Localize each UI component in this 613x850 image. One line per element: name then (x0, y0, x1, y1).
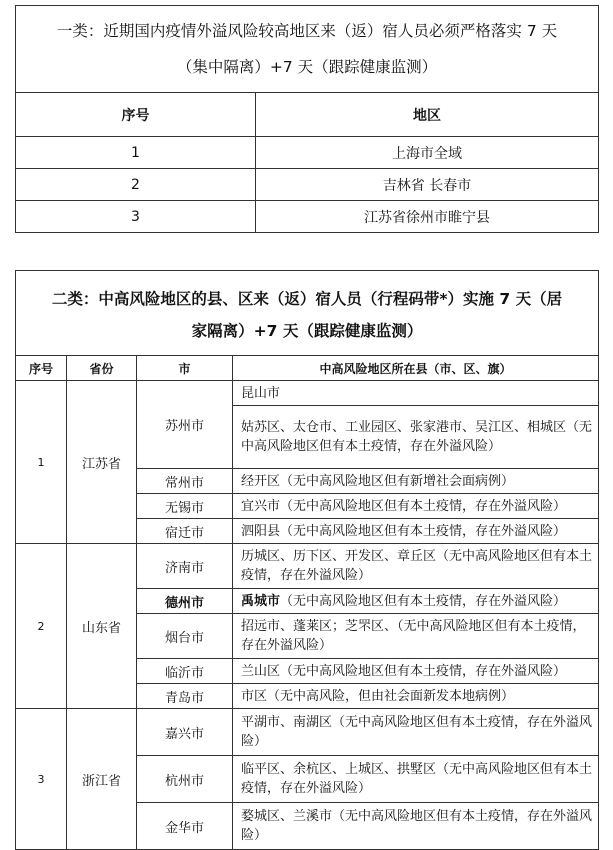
row-seq: 2 (16, 169, 256, 201)
category-two-title (16, 271, 599, 356)
header-city: 市 (137, 356, 233, 381)
city-cell: 杭州市 (137, 756, 233, 803)
header-detail: 中高风险地区所在县（市、区、旗） (233, 356, 599, 381)
detail-cell: 临平区、余杭区、上城区、拱墅区（无中高风险地区但有本土疫情，存在外溢风险） (233, 756, 599, 803)
city-cell: 嘉兴市 (137, 709, 233, 756)
detail-cell: 招远市、蓬莱区；芝罘区、（无中高风险地区但有本土疫情，存在外溢风险） (233, 614, 599, 659)
header-province: 省份 (67, 356, 137, 381)
detail-cell: 市区（无中高风险，但由社会面新发本地病例） (233, 684, 599, 709)
detail-cell: 经开区（无中高风险地区但有新增社会面病例） (233, 469, 599, 494)
category-one-title-line2: （集中隔离）+7 天（跟踪健康监测） (176, 58, 438, 76)
city-cell: 烟台市 (137, 614, 233, 659)
header-region: 地区 (256, 93, 599, 137)
header-seq: 序号 (16, 356, 67, 381)
province-cell: 浙江省 (67, 709, 137, 850)
group-seq: 2 (16, 544, 67, 709)
detail-cell: 姑苏区、太仓市、工业园区、张家港市、吴江区、相城区（无中高风险地区但有本土疫情，存在外溢风险） (233, 406, 599, 469)
city-cell: 无锡市 (137, 494, 233, 519)
detail-cell: 兰山区（无中高风险地区但有本土疫情，存在外溢风险） (233, 659, 599, 684)
group-seq: 1 (16, 381, 67, 544)
header-seq: 序号 (16, 93, 256, 137)
table-row (16, 709, 599, 756)
detail-cell: 历城区、历下区、开发区、章丘区（无中高风险地区但有本土疫情，存在外溢风险） (233, 544, 599, 589)
category-two-title-line2: 家隔离）+7 天（跟踪健康监测） (191, 322, 423, 340)
detail-cell: 昆山市 (233, 381, 599, 406)
detail-cell (233, 589, 599, 614)
row-seq: 1 (16, 137, 256, 169)
city-cell: 苏州市 (137, 381, 233, 469)
city-cell: 临沂市 (137, 659, 233, 684)
table-header (16, 356, 599, 381)
detail-cell: 泗阳县（无中高风险地区但有本土疫情，存在外溢风险） (233, 519, 599, 544)
row-region: 江苏省徐州市睢宁县 (256, 201, 599, 233)
row-region: 吉林省 长春市 (256, 169, 599, 201)
city-cell: 德州市 (137, 589, 233, 614)
category-one-title (16, 6, 599, 93)
city-cell: 金华市 (137, 803, 233, 850)
row-seq: 3 (16, 201, 256, 233)
detail-cell: 婺城区、兰溪市（无中高风险地区但有本土疫情，存在外溢风险） (233, 803, 599, 850)
detail-text: （无中高风险地区但有本土疫情，存在外溢风险） (280, 593, 567, 609)
group-seq: 3 (16, 709, 67, 850)
category-one-title-line1: 一类：近期国内疫情外溢风险较高地区来（返）宿人员必须严格落实 7 天 (56, 22, 558, 40)
detail-cell: 平湖市、南湖区（无中高风险地区但有本土疫情，存在外溢风险） (233, 709, 599, 756)
detail-cell: 宜兴市（无中高风险地区但有本土疫情，存在外溢风险） (233, 494, 599, 519)
city-cell: 青岛市 (137, 684, 233, 709)
table-row (16, 169, 599, 201)
city-cell: 宿迁市 (137, 519, 233, 544)
table-row (16, 544, 599, 589)
province-cell: 山东省 (67, 544, 137, 709)
city-cell: 济南市 (137, 544, 233, 589)
table-row (16, 201, 599, 233)
row-region: 上海市全域 (256, 137, 599, 169)
table-header (16, 93, 599, 137)
category-two-title-line1: 二类：中高风险地区的县、区来（返）宿人员（行程码带*）实施 7 天（居 (51, 290, 563, 308)
city-cell: 常州市 (137, 469, 233, 494)
table-row (16, 381, 599, 406)
detail-bold-prefix: 禹城市 (241, 593, 281, 609)
category-one-table (15, 5, 599, 233)
category-two-table (15, 270, 599, 850)
table-row (16, 137, 599, 169)
province-cell: 江苏省 (67, 381, 137, 544)
